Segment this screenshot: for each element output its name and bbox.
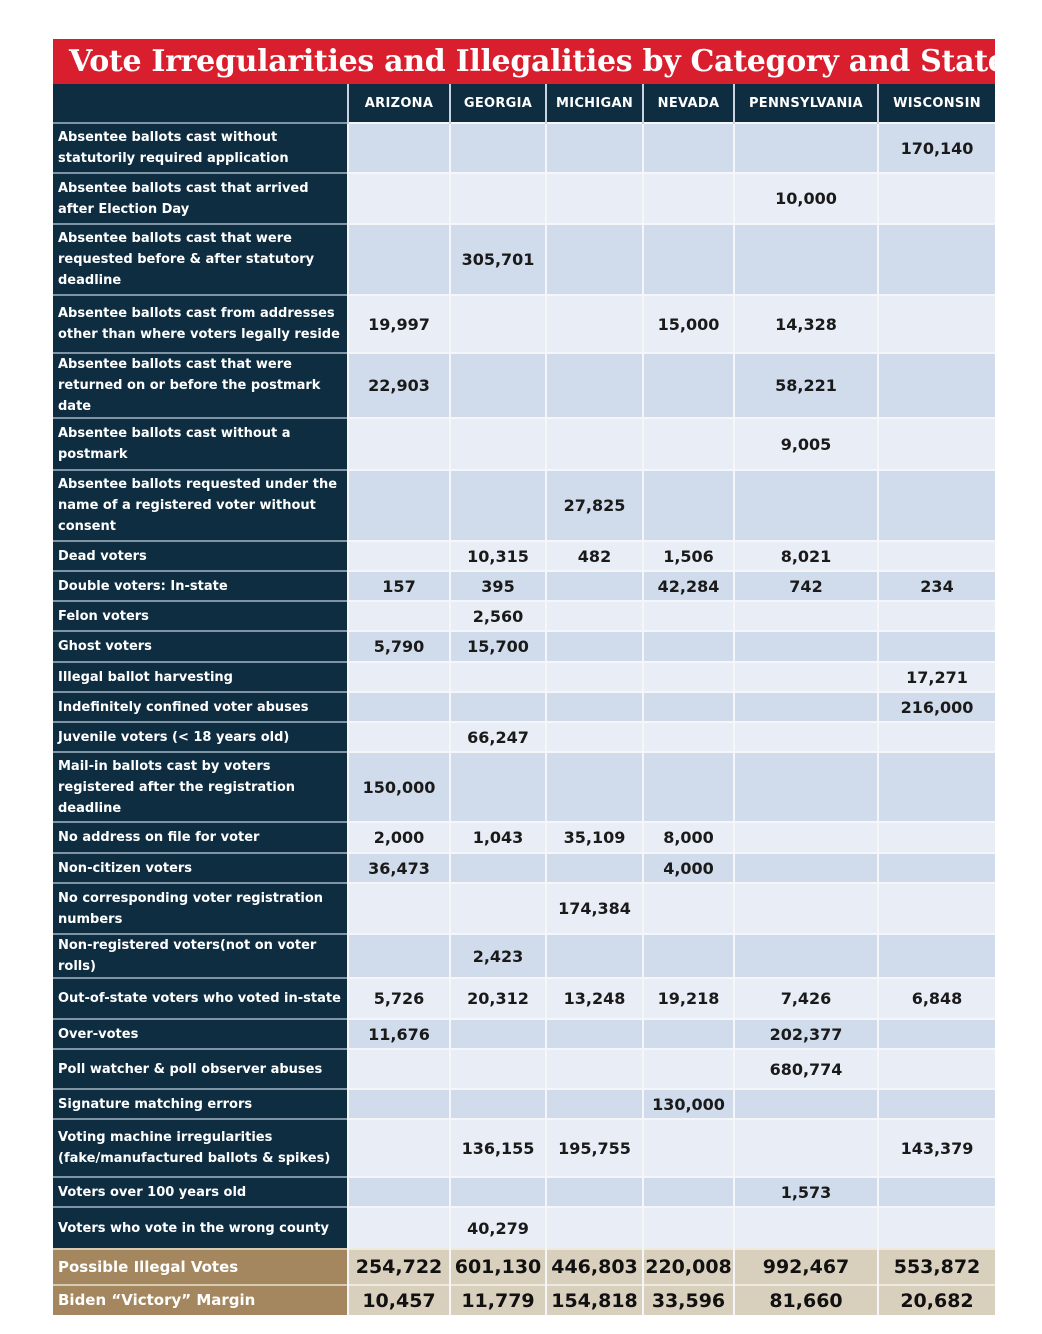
table-row (53, 883, 995, 934)
cell-arizona (348, 1119, 450, 1177)
cell-michigan (546, 353, 643, 418)
cell-georgia: 15,700 (450, 631, 546, 662)
cell-wisconsin: 6,848 (878, 978, 995, 1019)
cell-nevada (643, 1119, 734, 1177)
cell-nevada (643, 353, 734, 418)
cell-nevada (643, 883, 734, 934)
cell-wisconsin (878, 1049, 995, 1089)
cell-nevada (643, 631, 734, 662)
cell-arizona: 157 (348, 571, 450, 601)
cell-nevada (643, 418, 734, 470)
table-row (53, 631, 995, 662)
cell-wisconsin (878, 470, 995, 541)
cell-arizona (348, 470, 450, 541)
total-cell-michigan: 446,803 (546, 1249, 643, 1285)
cell-georgia (450, 295, 546, 353)
cell-michigan: 195,755 (546, 1119, 643, 1177)
total-row-possible-illegal-votes (53, 1249, 995, 1285)
table-row (53, 692, 995, 722)
cell-arizona (348, 1049, 450, 1089)
cell-georgia (450, 1049, 546, 1089)
header-row (53, 84, 995, 123)
cell-georgia: 10,315 (450, 541, 546, 571)
total-cell-nevada: 33,596 (643, 1285, 734, 1315)
row-label: Felon voters (53, 601, 348, 631)
table-row (53, 978, 995, 1019)
row-label: Non-citizen voters (53, 853, 348, 883)
cell-nevada: 8,000 (643, 822, 734, 853)
row-label: Voting machine irregularities (fake/manufactured ballots & spikes) (53, 1119, 348, 1177)
cell-pennsylvania (734, 883, 878, 934)
table-row (53, 418, 995, 470)
column-header-nevada: NEVADA (643, 84, 734, 123)
cell-pennsylvania (734, 822, 878, 853)
cell-georgia: 305,701 (450, 224, 546, 295)
cell-michigan (546, 1089, 643, 1119)
cell-arizona (348, 1177, 450, 1207)
cell-pennsylvania (734, 631, 878, 662)
cell-nevada (643, 470, 734, 541)
cell-arizona: 19,997 (348, 295, 450, 353)
cell-arizona (348, 883, 450, 934)
cell-wisconsin (878, 295, 995, 353)
cell-pennsylvania (734, 722, 878, 752)
row-label: Signature matching errors (53, 1089, 348, 1119)
cell-georgia (450, 1019, 546, 1049)
table-row (53, 123, 995, 173)
cell-wisconsin (878, 822, 995, 853)
cell-pennsylvania: 202,377 (734, 1019, 878, 1049)
cell-georgia: 66,247 (450, 722, 546, 752)
cell-arizona: 150,000 (348, 752, 450, 822)
total-cell-georgia: 601,130 (450, 1249, 546, 1285)
cell-wisconsin (878, 1089, 995, 1119)
cell-wisconsin: 170,140 (878, 123, 995, 173)
cell-arizona (348, 662, 450, 692)
row-label: Over-votes (53, 1019, 348, 1049)
cell-georgia: 2,423 (450, 934, 546, 978)
cell-pennsylvania: 8,021 (734, 541, 878, 571)
total-cell-arizona: 254,722 (348, 1249, 450, 1285)
row-label: Juvenile voters (< 18 years old) (53, 722, 348, 752)
table-row (53, 1049, 995, 1089)
cell-arizona (348, 1089, 450, 1119)
cell-nevada (643, 934, 734, 978)
cell-michigan: 13,248 (546, 978, 643, 1019)
row-label: Absentee ballots cast that were requested before & after statutory deadline (53, 224, 348, 295)
cell-pennsylvania (734, 662, 878, 692)
row-label: Absentee ballots requested under the name of a registered voter without consent (53, 470, 348, 541)
cell-arizona (348, 541, 450, 571)
cell-arizona (348, 173, 450, 224)
row-label: Absentee ballots cast without statutorily required application (53, 123, 348, 173)
total-cell-michigan: 154,818 (546, 1285, 643, 1315)
total-cell-nevada: 220,008 (643, 1249, 734, 1285)
cell-michigan (546, 571, 643, 601)
cell-michigan (546, 662, 643, 692)
cell-pennsylvania (734, 470, 878, 541)
column-header-pennsylvania: PENNSYLVANIA (734, 84, 878, 123)
cell-georgia: 395 (450, 571, 546, 601)
cell-michigan (546, 1049, 643, 1089)
page-title: Vote Irregularities and Illegalities by Category and State (53, 39, 995, 84)
table-row (53, 541, 995, 571)
cell-michigan (546, 123, 643, 173)
cell-michigan (546, 224, 643, 295)
row-label: Voters over 100 years old (53, 1177, 348, 1207)
table-row (53, 822, 995, 853)
cell-pennsylvania (734, 934, 878, 978)
row-label: Poll watcher & poll observer abuses (53, 1049, 348, 1089)
cell-wisconsin (878, 173, 995, 224)
cell-michigan (546, 1019, 643, 1049)
cell-wisconsin: 234 (878, 571, 995, 601)
row-label: Absentee ballots cast from addresses other than where voters legally reside (53, 295, 348, 353)
cell-nevada: 130,000 (643, 1089, 734, 1119)
cell-nevada (643, 224, 734, 295)
table-row (53, 295, 995, 353)
cell-wisconsin: 216,000 (878, 692, 995, 722)
total-cell-pennsylvania: 992,467 (734, 1249, 878, 1285)
row-label: Absentee ballots cast that were returned on or before the postmark date (53, 353, 348, 418)
cell-arizona (348, 722, 450, 752)
cell-wisconsin (878, 1177, 995, 1207)
cell-arizona: 11,676 (348, 1019, 450, 1049)
total-cell-wisconsin: 553,872 (878, 1249, 995, 1285)
cell-pennsylvania: 9,005 (734, 418, 878, 470)
row-label: Absentee ballots cast without a postmark (53, 418, 348, 470)
cell-pennsylvania (734, 1207, 878, 1249)
row-label: Out-of-state voters who voted in-state (53, 978, 348, 1019)
cell-georgia (450, 353, 546, 418)
cell-nevada (643, 601, 734, 631)
cell-pennsylvania (734, 601, 878, 631)
cell-georgia: 20,312 (450, 978, 546, 1019)
cell-nevada (643, 692, 734, 722)
total-row-victory-margin (53, 1285, 995, 1315)
cell-michigan (546, 853, 643, 883)
cell-michigan: 35,109 (546, 822, 643, 853)
row-label: No corresponding voter registration numbers (53, 883, 348, 934)
table-row (53, 1177, 995, 1207)
cell-nevada: 42,284 (643, 571, 734, 601)
total-label: Possible Illegal Votes (53, 1249, 348, 1285)
total-label: Biden “Victory” Margin (53, 1285, 348, 1315)
cell-wisconsin: 143,379 (878, 1119, 995, 1177)
cell-michigan (546, 692, 643, 722)
row-label: No address on file for voter (53, 822, 348, 853)
cell-georgia (450, 1177, 546, 1207)
cell-arizona: 36,473 (348, 853, 450, 883)
table-row (53, 353, 995, 418)
table-row (53, 662, 995, 692)
cell-nevada (643, 1177, 734, 1207)
cell-wisconsin (878, 752, 995, 822)
cell-nevada (643, 173, 734, 224)
row-label: Absentee ballots cast that arrived after Election Day (53, 173, 348, 224)
cell-michigan (546, 295, 643, 353)
cell-michigan (546, 601, 643, 631)
cell-georgia: 136,155 (450, 1119, 546, 1177)
cell-nevada (643, 123, 734, 173)
cell-arizona (348, 601, 450, 631)
column-header-michigan: MICHIGAN (546, 84, 643, 123)
cell-pennsylvania: 1,573 (734, 1177, 878, 1207)
cell-arizona (348, 692, 450, 722)
cell-pennsylvania (734, 1119, 878, 1177)
table-row (53, 224, 995, 295)
cell-nevada: 1,506 (643, 541, 734, 571)
row-label: Non-registered voters(not on voter rolls) (53, 934, 348, 978)
header-corner (53, 84, 348, 123)
cell-georgia: 2,560 (450, 601, 546, 631)
cell-arizona: 5,790 (348, 631, 450, 662)
cell-georgia (450, 418, 546, 470)
row-label: Voters who vote in the wrong county (53, 1207, 348, 1249)
cell-michigan (546, 173, 643, 224)
cell-nevada: 15,000 (643, 295, 734, 353)
cell-pennsylvania (734, 1089, 878, 1119)
table-row (53, 1119, 995, 1177)
cell-michigan (546, 631, 643, 662)
total-cell-wisconsin: 20,682 (878, 1285, 995, 1315)
cell-arizona (348, 123, 450, 173)
cell-michigan (546, 934, 643, 978)
cell-pennsylvania: 10,000 (734, 173, 878, 224)
cell-pennsylvania: 680,774 (734, 1049, 878, 1089)
cell-georgia (450, 1089, 546, 1119)
cell-wisconsin (878, 934, 995, 978)
table-row (53, 752, 995, 822)
cell-georgia (450, 662, 546, 692)
cell-georgia (450, 173, 546, 224)
cell-georgia (450, 853, 546, 883)
table-row (53, 1207, 995, 1249)
cell-michigan (546, 722, 643, 752)
cell-michigan: 27,825 (546, 470, 643, 541)
cell-arizona (348, 224, 450, 295)
cell-wisconsin (878, 722, 995, 752)
cell-pennsylvania: 742 (734, 571, 878, 601)
cell-nevada (643, 1207, 734, 1249)
row-label: Indefinitely confined voter abuses (53, 692, 348, 722)
cell-pennsylvania: 7,426 (734, 978, 878, 1019)
cell-nevada: 19,218 (643, 978, 734, 1019)
table-row (53, 601, 995, 631)
total-cell-pennsylvania: 81,660 (734, 1285, 878, 1315)
cell-nevada (643, 1019, 734, 1049)
cell-arizona: 2,000 (348, 822, 450, 853)
table-row (53, 1089, 995, 1119)
row-label: Dead voters (53, 541, 348, 571)
table-row (53, 853, 995, 883)
table-row (53, 173, 995, 224)
cell-georgia (450, 883, 546, 934)
cell-georgia (450, 752, 546, 822)
total-cell-arizona: 10,457 (348, 1285, 450, 1315)
cell-wisconsin (878, 631, 995, 662)
cell-georgia (450, 123, 546, 173)
cell-michigan (546, 1177, 643, 1207)
row-label: Ghost voters (53, 631, 348, 662)
table-row (53, 934, 995, 978)
cell-michigan: 174,384 (546, 883, 643, 934)
cell-michigan (546, 418, 643, 470)
cell-arizona (348, 1207, 450, 1249)
cell-pennsylvania (734, 224, 878, 295)
cell-arizona: 5,726 (348, 978, 450, 1019)
cell-pennsylvania (734, 123, 878, 173)
cell-wisconsin: 17,271 (878, 662, 995, 692)
total-cell-georgia: 11,779 (450, 1285, 546, 1315)
cell-arizona: 22,903 (348, 353, 450, 418)
cell-wisconsin (878, 883, 995, 934)
cell-wisconsin (878, 1207, 995, 1249)
cell-arizona (348, 934, 450, 978)
cell-georgia (450, 470, 546, 541)
cell-nevada: 4,000 (643, 853, 734, 883)
cell-michigan (546, 752, 643, 822)
column-header-wisconsin: WISCONSIN (878, 84, 995, 123)
cell-michigan (546, 1207, 643, 1249)
cell-wisconsin (878, 541, 995, 571)
table-row (53, 470, 995, 541)
cell-nevada (643, 1049, 734, 1089)
cell-georgia: 40,279 (450, 1207, 546, 1249)
cell-michigan: 482 (546, 541, 643, 571)
table-row (53, 722, 995, 752)
row-label: Mail-in ballots cast by voters registered after the registration deadline (53, 752, 348, 822)
row-label: Illegal ballot harvesting (53, 662, 348, 692)
cell-georgia (450, 692, 546, 722)
cell-pennsylvania (734, 692, 878, 722)
cell-nevada (643, 662, 734, 692)
column-header-georgia: GEORGIA (450, 84, 546, 123)
row-label: Double voters: In-state (53, 571, 348, 601)
cell-wisconsin (878, 224, 995, 295)
cell-pennsylvania: 14,328 (734, 295, 878, 353)
cell-nevada (643, 752, 734, 822)
data-table (53, 84, 995, 1315)
cell-wisconsin (878, 1019, 995, 1049)
column-header-arizona: ARIZONA (348, 84, 450, 123)
cell-pennsylvania (734, 752, 878, 822)
cell-pennsylvania (734, 853, 878, 883)
cell-arizona (348, 418, 450, 470)
cell-wisconsin (878, 418, 995, 470)
table-row (53, 571, 995, 601)
cell-wisconsin (878, 601, 995, 631)
cell-wisconsin (878, 853, 995, 883)
cell-wisconsin (878, 353, 995, 418)
cell-pennsylvania: 58,221 (734, 353, 878, 418)
table-row (53, 1019, 995, 1049)
cell-nevada (643, 722, 734, 752)
cell-georgia: 1,043 (450, 822, 546, 853)
